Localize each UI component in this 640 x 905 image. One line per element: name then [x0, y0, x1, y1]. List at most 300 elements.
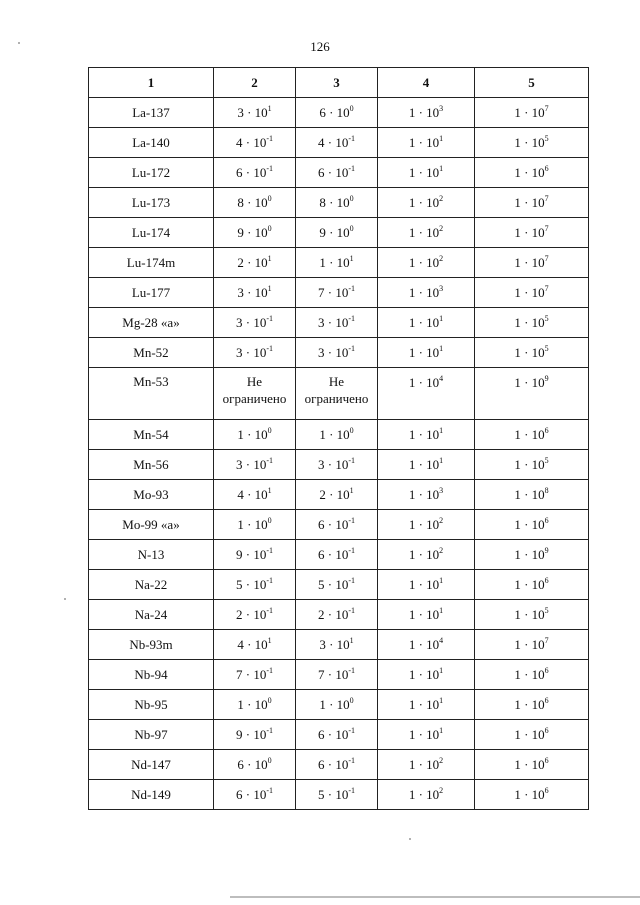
value-mantissa: 8 · 10 [319, 195, 350, 210]
activity-a2-cell [296, 540, 378, 570]
exempt-activity-cell [475, 510, 589, 540]
value-exponent: 0 [267, 224, 272, 233]
value-exponent: -1 [266, 666, 273, 675]
activity-a1-cell [214, 98, 296, 128]
value-mantissa: 2 · 10 [235, 607, 267, 622]
value-exponent: 1 [439, 344, 444, 353]
exempt-concentration-cell [378, 540, 475, 570]
exempt-activity-cell [475, 690, 589, 720]
activity-a2-cell [296, 308, 378, 338]
table-row [89, 720, 589, 750]
exempt-activity-cell [475, 158, 589, 188]
value-exponent: 7 [544, 254, 549, 263]
value-exponent: 5 [544, 344, 549, 353]
table-row [89, 630, 589, 660]
value-mantissa: 5 · 10 [235, 577, 267, 592]
exempt-concentration-cell [378, 750, 475, 780]
value-mantissa: 1 · 10 [408, 517, 440, 532]
value-mantissa: 1 · 10 [408, 315, 440, 330]
activity-a2-cell [296, 630, 378, 660]
activity-a1-cell [214, 630, 296, 660]
value-exponent: 7 [544, 224, 549, 233]
value-exponent: 2 [439, 546, 444, 555]
activity-a1-cell [214, 570, 296, 600]
activity-a1-cell [214, 368, 296, 420]
value-exponent: -1 [348, 314, 355, 323]
exempt-concentration-cell [378, 720, 475, 750]
activity-a2-cell [296, 158, 378, 188]
value-mantissa: 1 · 10 [514, 225, 545, 240]
activity-a2-cell [296, 188, 378, 218]
exempt-concentration-cell [378, 630, 475, 660]
value-mantissa: 9 · 10 [319, 225, 350, 240]
exempt-concentration-cell [378, 480, 475, 510]
activity-a1-cell [214, 450, 296, 480]
value-mantissa: 1 · 10 [319, 427, 350, 442]
value-exponent: 6 [544, 516, 549, 525]
nuclide-name-cell: Mo-99 «а» [89, 510, 214, 540]
exempt-activity-cell [475, 368, 589, 420]
activity-a2-cell [296, 278, 378, 308]
value-exponent: -1 [266, 606, 273, 615]
activity-a1-cell [214, 540, 296, 570]
value-exponent: 7 [544, 194, 549, 203]
value-exponent: 1 [439, 426, 444, 435]
value-mantissa: 1 · 10 [514, 195, 545, 210]
scan-speck [409, 838, 411, 840]
value-mantissa: 1 · 10 [514, 427, 545, 442]
exempt-activity-cell [475, 720, 589, 750]
value-mantissa: 1 · 10 [408, 165, 440, 180]
exempt-concentration-cell [378, 368, 475, 420]
table-row [89, 218, 589, 248]
value-exponent: 5 [544, 314, 549, 323]
value-exponent: -1 [348, 756, 355, 765]
value-mantissa: 9 · 10 [237, 225, 268, 240]
value-mantissa: 6 · 10 [317, 757, 349, 772]
value-exponent: 5 [544, 134, 549, 143]
value-exponent: 6 [544, 576, 549, 585]
value-exponent: -1 [348, 786, 355, 795]
value-mantissa: 1 · 10 [408, 255, 440, 270]
nuclide-name-cell: Na-24 [89, 600, 214, 630]
value-exponent: -1 [348, 546, 355, 555]
exempt-activity-cell [475, 278, 589, 308]
activity-a1-cell [214, 420, 296, 450]
table-row [89, 750, 589, 780]
value-mantissa: 1 · 10 [514, 697, 545, 712]
table-row [89, 158, 589, 188]
activity-a1-cell [214, 128, 296, 158]
activity-a1-cell [214, 218, 296, 248]
value-exponent: 1 [439, 606, 444, 615]
value-exponent: -1 [348, 344, 355, 353]
scan-speck [64, 598, 66, 600]
value-mantissa: 3 · 10 [319, 637, 350, 652]
column-header: 2 [214, 68, 296, 98]
value-mantissa: 1 · 10 [408, 225, 440, 240]
value-mantissa: 2 · 10 [237, 255, 268, 270]
value-exponent: 7 [544, 636, 549, 645]
exempt-activity-cell [475, 420, 589, 450]
nuclide-name-cell: Lu-174m [89, 248, 214, 278]
exempt-activity-cell [475, 98, 589, 128]
value-mantissa: 1 · 10 [408, 135, 440, 150]
value-mantissa: 1 · 10 [237, 697, 268, 712]
exempt-activity-cell [475, 338, 589, 368]
activity-a2-cell [296, 338, 378, 368]
activity-a1-cell [214, 188, 296, 218]
value-exponent: 0 [267, 426, 272, 435]
nuclide-table [88, 67, 589, 810]
value-mantissa: 1 · 10 [408, 637, 440, 652]
value-mantissa: 6 · 10 [235, 165, 267, 180]
value-exponent: 5 [544, 456, 549, 465]
table-row [89, 248, 589, 278]
value-exponent: 0 [349, 194, 354, 203]
exempt-concentration-cell [378, 308, 475, 338]
nuclide-name-cell: Mn-53 [89, 368, 214, 420]
activity-a1-cell [214, 248, 296, 278]
nuclide-name-cell: Na-22 [89, 570, 214, 600]
value-mantissa: 1 · 10 [514, 135, 545, 150]
nuclide-name-cell: Nb-95 [89, 690, 214, 720]
page-number: 126 [310, 39, 330, 54]
value-exponent: 2 [439, 194, 444, 203]
value-mantissa: 6 · 10 [317, 547, 349, 562]
value-exponent: -1 [348, 456, 355, 465]
value-exponent: 1 [439, 726, 444, 735]
value-exponent: 2 [439, 786, 444, 795]
value-mantissa: 1 · 10 [319, 255, 350, 270]
value-mantissa: 1 · 10 [514, 345, 545, 360]
activity-a2-cell [296, 218, 378, 248]
value-exponent: -1 [266, 314, 273, 323]
exempt-activity-cell [475, 570, 589, 600]
scan-speck [18, 42, 20, 44]
value-mantissa: 5 · 10 [317, 787, 349, 802]
value-mantissa: 3 · 10 [235, 457, 267, 472]
value-mantissa: 7 · 10 [317, 285, 349, 300]
activity-a2-cell [296, 450, 378, 480]
exempt-activity-cell [475, 750, 589, 780]
value-exponent: 0 [349, 104, 354, 113]
value-exponent: -1 [348, 284, 355, 293]
value-exponent: -1 [348, 666, 355, 675]
value-mantissa: 1 · 10 [514, 457, 545, 472]
value-exponent: 8 [544, 486, 549, 495]
nuclide-name-cell: N-13 [89, 540, 214, 570]
value-mantissa: 1 · 10 [408, 757, 440, 772]
table-row [89, 188, 589, 218]
activity-a2-cell [296, 720, 378, 750]
exempt-concentration-cell [378, 278, 475, 308]
exempt-activity-cell [475, 218, 589, 248]
nuclide-name-cell: Nd-147 [89, 750, 214, 780]
table-row [89, 278, 589, 308]
value-mantissa: 2 · 10 [317, 607, 349, 622]
exempt-concentration-cell [378, 510, 475, 540]
value-mantissa: 1 · 10 [514, 547, 545, 562]
activity-a2-cell [296, 750, 378, 780]
value-exponent: -1 [266, 546, 273, 555]
value-mantissa: 1 · 10 [408, 285, 440, 300]
value-mantissa: 1 · 10 [237, 517, 268, 532]
value-mantissa: 1 · 10 [237, 427, 268, 442]
activity-a1-cell [214, 750, 296, 780]
activity-a1-cell [214, 338, 296, 368]
value-mantissa: 4 · 10 [317, 135, 349, 150]
value-mantissa: Не ограничено [304, 374, 369, 406]
value-mantissa: 1 · 10 [514, 667, 545, 682]
value-mantissa: 1 · 10 [408, 607, 440, 622]
exempt-concentration-cell [378, 600, 475, 630]
activity-a1-cell [214, 690, 296, 720]
value-exponent: -1 [266, 576, 273, 585]
value-exponent: -1 [266, 164, 273, 173]
value-exponent: 1 [439, 134, 444, 143]
activity-a1-cell [214, 278, 296, 308]
value-mantissa: 1 · 10 [514, 607, 545, 622]
value-exponent: 7 [544, 104, 549, 113]
value-mantissa: 1 · 10 [514, 375, 545, 390]
value-exponent: 5 [544, 606, 549, 615]
table-row [89, 450, 589, 480]
value-exponent: 0 [267, 194, 272, 203]
column-header: 5 [475, 68, 589, 98]
value-mantissa: 3 · 10 [317, 315, 349, 330]
value-exponent: 1 [439, 314, 444, 323]
table-header-row [89, 68, 589, 98]
table-row [89, 780, 589, 810]
exempt-concentration-cell [378, 690, 475, 720]
activity-a1-cell [214, 660, 296, 690]
exempt-activity-cell [475, 660, 589, 690]
nuclide-name-cell: Lu-177 [89, 278, 214, 308]
value-mantissa: 1 · 10 [408, 345, 440, 360]
value-mantissa: 1 · 10 [514, 637, 545, 652]
nuclide-name-cell: Mn-56 [89, 450, 214, 480]
column-header: 4 [378, 68, 475, 98]
value-mantissa: 8 · 10 [237, 195, 268, 210]
value-exponent: 1 [439, 456, 444, 465]
value-mantissa: 1 · 10 [514, 577, 545, 592]
value-mantissa: 6 · 10 [317, 165, 349, 180]
value-exponent: 3 [439, 486, 444, 495]
value-exponent: 9 [544, 374, 549, 383]
value-exponent: 2 [439, 516, 444, 525]
exempt-activity-cell [475, 248, 589, 278]
value-exponent: 6 [544, 696, 549, 705]
value-exponent: 0 [349, 696, 354, 705]
table-row [89, 420, 589, 450]
value-exponent: 1 [439, 696, 444, 705]
activity-a2-cell [296, 600, 378, 630]
value-mantissa: 9 · 10 [235, 727, 267, 742]
value-exponent: 7 [544, 284, 549, 293]
value-exponent: 3 [439, 104, 444, 113]
value-exponent: 0 [267, 516, 272, 525]
value-exponent: 1 [267, 284, 272, 293]
activity-a1-cell [214, 308, 296, 338]
value-exponent: -1 [348, 606, 355, 615]
nuclide-name-cell: Nd-149 [89, 780, 214, 810]
table-row [89, 98, 589, 128]
table-row [89, 660, 589, 690]
activity-a1-cell [214, 600, 296, 630]
table-row [89, 338, 589, 368]
value-mantissa: 9 · 10 [235, 547, 267, 562]
exempt-concentration-cell [378, 248, 475, 278]
value-mantissa: 1 · 10 [514, 787, 545, 802]
exempt-concentration-cell [378, 338, 475, 368]
activity-a2-cell [296, 690, 378, 720]
exempt-concentration-cell [378, 780, 475, 810]
value-exponent: 6 [544, 164, 549, 173]
nuclide-name-cell: Mn-52 [89, 338, 214, 368]
value-mantissa: 6 · 10 [235, 787, 267, 802]
value-mantissa: 3 · 10 [235, 345, 267, 360]
value-mantissa: 1 · 10 [408, 375, 440, 390]
value-mantissa: 1 · 10 [514, 165, 545, 180]
activity-a2-cell [296, 248, 378, 278]
value-mantissa: 1 · 10 [408, 427, 440, 442]
table-row [89, 308, 589, 338]
value-mantissa: 1 · 10 [514, 487, 545, 502]
value-mantissa: 3 · 10 [317, 457, 349, 472]
value-exponent: 6 [544, 786, 549, 795]
activity-a2-cell [296, 128, 378, 158]
activity-a2-cell [296, 780, 378, 810]
value-exponent: -1 [348, 134, 355, 143]
exempt-concentration-cell [378, 188, 475, 218]
value-exponent: 1 [267, 636, 272, 645]
value-mantissa: 1 · 10 [408, 577, 440, 592]
value-exponent: 2 [439, 254, 444, 263]
table-row [89, 128, 589, 158]
value-exponent: 3 [439, 284, 444, 293]
value-exponent: 6 [544, 426, 549, 435]
value-exponent: -1 [348, 726, 355, 735]
exempt-activity-cell [475, 128, 589, 158]
value-mantissa: 1 · 10 [408, 697, 440, 712]
value-exponent: 1 [439, 666, 444, 675]
value-exponent: 1 [267, 486, 272, 495]
nuclide-name-cell: Lu-173 [89, 188, 214, 218]
value-mantissa: 1 · 10 [408, 787, 440, 802]
value-exponent: 1 [267, 104, 272, 113]
value-exponent: 9 [544, 546, 549, 555]
activity-a2-cell [296, 660, 378, 690]
value-exponent: 0 [349, 426, 354, 435]
value-mantissa: 1 · 10 [514, 517, 545, 532]
nuclide-name-cell: Nb-93m [89, 630, 214, 660]
exempt-concentration-cell [378, 420, 475, 450]
exempt-activity-cell [475, 600, 589, 630]
value-mantissa: 1 · 10 [514, 285, 545, 300]
activity-a2-cell [296, 420, 378, 450]
value-mantissa: 1 · 10 [408, 195, 440, 210]
value-exponent: -1 [266, 726, 273, 735]
nuclide-name-cell: Mo-93 [89, 480, 214, 510]
activity-a2-cell [296, 570, 378, 600]
value-mantissa: 1 · 10 [408, 727, 440, 742]
value-exponent: 1 [349, 486, 354, 495]
exempt-concentration-cell [378, 158, 475, 188]
table-row [89, 690, 589, 720]
value-exponent: 6 [544, 726, 549, 735]
table-row [89, 600, 589, 630]
value-exponent: -1 [348, 576, 355, 585]
activity-a1-cell [214, 480, 296, 510]
value-mantissa: 6 · 10 [237, 757, 268, 772]
exempt-activity-cell [475, 308, 589, 338]
exempt-activity-cell [475, 540, 589, 570]
value-exponent: 4 [439, 636, 444, 645]
value-mantissa: 1 · 10 [514, 727, 545, 742]
value-mantissa: 1 · 10 [514, 255, 545, 270]
activity-a2-cell [296, 98, 378, 128]
activity-a2-cell [296, 368, 378, 420]
value-exponent: -1 [266, 344, 273, 353]
value-mantissa: 7 · 10 [317, 667, 349, 682]
value-exponent: -1 [348, 164, 355, 173]
value-mantissa: 1 · 10 [514, 757, 545, 772]
activity-a2-cell [296, 510, 378, 540]
value-exponent: 0 [267, 756, 272, 765]
nuclide-name-cell: Nb-97 [89, 720, 214, 750]
value-mantissa: 3 · 10 [237, 105, 268, 120]
value-mantissa: 4 · 10 [237, 487, 268, 502]
nuclide-name-cell: La-140 [89, 128, 214, 158]
value-mantissa: Не ограничено [222, 374, 287, 406]
value-exponent: 4 [439, 374, 444, 383]
value-mantissa: 1 · 10 [408, 667, 440, 682]
scan-edge-line [230, 896, 640, 898]
table-row [89, 570, 589, 600]
value-mantissa: 6 · 10 [319, 105, 350, 120]
value-mantissa: 3 · 10 [235, 315, 267, 330]
value-exponent: 6 [544, 666, 549, 675]
exempt-concentration-cell [378, 450, 475, 480]
activity-a1-cell [214, 720, 296, 750]
exempt-concentration-cell [378, 218, 475, 248]
value-exponent: 0 [267, 696, 272, 705]
nuclide-name-cell: Lu-174 [89, 218, 214, 248]
value-exponent: 1 [439, 576, 444, 585]
value-exponent: -1 [348, 516, 355, 525]
value-mantissa: 1 · 10 [408, 457, 440, 472]
value-mantissa: 7 · 10 [235, 667, 267, 682]
exempt-concentration-cell [378, 570, 475, 600]
value-mantissa: 6 · 10 [317, 727, 349, 742]
value-exponent: -1 [266, 456, 273, 465]
value-mantissa: 1 · 10 [319, 697, 350, 712]
value-mantissa: 4 · 10 [235, 135, 267, 150]
value-mantissa: 1 · 10 [408, 105, 440, 120]
nuclide-name-cell: Nb-94 [89, 660, 214, 690]
exempt-activity-cell [475, 450, 589, 480]
nuclide-name-cell: Mg-28 «а» [89, 308, 214, 338]
value-mantissa: 5 · 10 [317, 577, 349, 592]
value-mantissa: 1 · 10 [408, 487, 440, 502]
table-row [89, 510, 589, 540]
exempt-activity-cell [475, 188, 589, 218]
nuclide-name-cell: La-137 [89, 98, 214, 128]
value-exponent: 1 [349, 636, 354, 645]
exempt-activity-cell [475, 780, 589, 810]
value-exponent: -1 [266, 786, 273, 795]
